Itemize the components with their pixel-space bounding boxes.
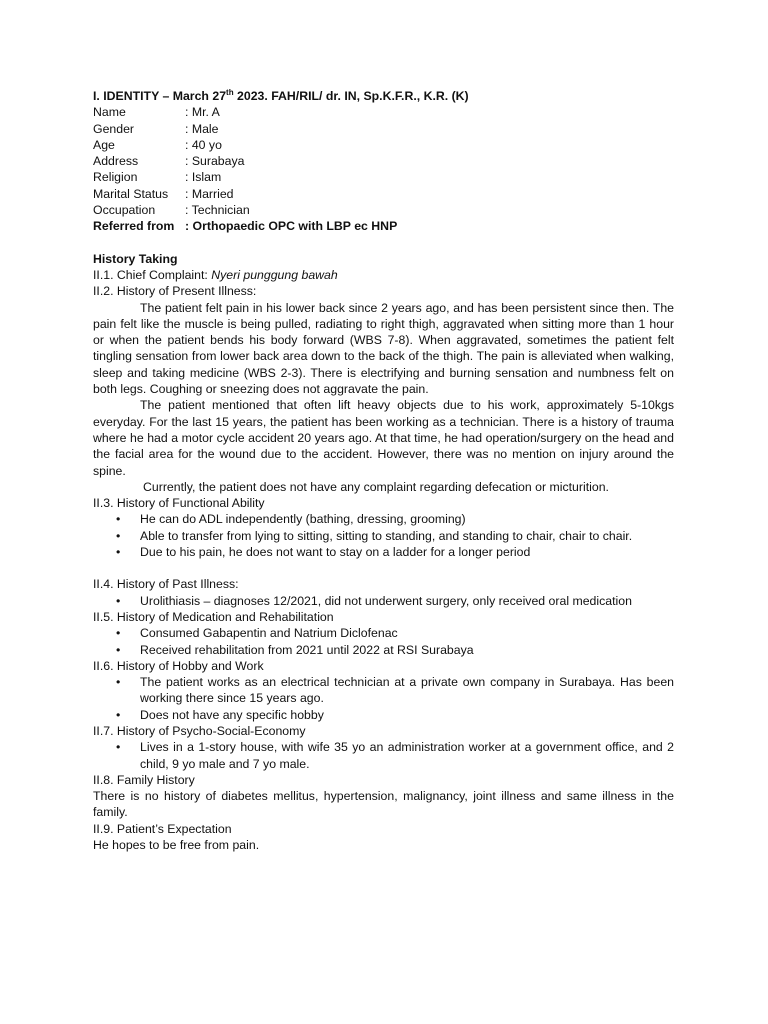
list-item: • Consumed Gabapentin and Natrium Diclofenac <box>140 625 674 641</box>
spacer <box>93 560 674 576</box>
expectation-text: He hopes to be free from pain. <box>93 838 260 853</box>
identity-row-name: Name : Mr. A <box>93 105 220 120</box>
spacer <box>93 235 674 251</box>
list-item: • Lives in a 1-story house, with wife 35 yo an administration worker at a government office, and 2 child, 9 yo male and 7 yo male. <box>140 739 674 772</box>
family-history-heading: II.8. Family History <box>93 772 195 787</box>
identity-row-occupation: Occupation : Technician <box>93 203 250 218</box>
medication-list <box>93 625 674 658</box>
identity-row-gender: Gender : Male <box>93 121 219 136</box>
list-item: • Due to his pain, he does not want to stay on a ladder for a longer period <box>140 544 674 560</box>
list-item: • Received rehabilitation from 2021 until 2022 at RSI Surabaya <box>140 642 674 658</box>
identity-row-age: Age : 40 yo <box>93 137 222 152</box>
list-item: • He can do ADL independently (bathing, dressing, grooming) <box>140 511 674 527</box>
present-illness-heading: II.2. History of Present Illness: <box>93 284 257 299</box>
identity-row-religion: Religion : Islam <box>93 170 222 185</box>
psycho-social-heading: II.7. History of Psycho-Social-Economy <box>93 723 306 738</box>
list-item: • Does not have any specific hobby <box>140 707 674 723</box>
present-illness-paragraph: Currently, the patient does not have any complaint regarding defecation or micturition. <box>143 479 609 494</box>
document-page <box>93 88 674 853</box>
functional-ability-list <box>93 511 674 560</box>
chief-complaint: II.1. Chief Complaint: Nyeri punggung bawah <box>93 267 338 282</box>
hobby-work-heading: II.6. History of Hobby and Work <box>93 658 264 673</box>
past-illness-heading: II.4. History of Past Illness: <box>93 577 239 592</box>
present-illness-paragraph: The patient felt pain in his lower back since 2 years ago, and has been persistent since then. The pain felt like the muscle is being pulled, radiating to right thigh, aggravated when sitting more than 1 hour or when the patient bends his body forward (WBS 7-8). When aggravated, sometimes the patient felt tingling sensation from lower back area down to the back of the thigh. The pain is alleviated when walking, sleep and taking medicine (WBS 2-3). There is electrifying and burning sensation and numbness felt on both legs. Coughing or sneezing does not aggravate the pain. <box>93 300 674 397</box>
medication-heading: II.5. History of Medication and Rehabilitation <box>93 609 334 624</box>
list-item: • Urolithiasis – diagnoses 12/2021, did not underwent surgery, only received oral medication <box>140 593 674 609</box>
list-item: • The patient works as an electrical technician at a private own company in Surabaya. Has been working there since 15 years ago. <box>140 674 674 707</box>
psycho-social-list <box>93 739 674 772</box>
history-taking-heading: History Taking <box>93 251 178 266</box>
hobby-work-list <box>93 674 674 723</box>
list-item: • Able to transfer from lying to sitting, sitting to standing, and standing to chair, chair to chair. <box>140 528 674 544</box>
past-illness-list <box>93 593 674 609</box>
functional-ability-heading: II.3. History of Functional Ability <box>93 496 265 511</box>
identity-row-marital-status: Marital Status : Married <box>93 186 234 201</box>
identity-row-referred-from: Referred from : Orthopaedic OPC with LBP ec HNP <box>93 219 398 234</box>
family-history-text: There is no history of diabetes mellitus, hypertension, malignancy, joint illness and same illness in the family. <box>93 789 674 820</box>
identity-table <box>93 104 397 234</box>
present-illness-paragraph: The patient mentioned that often lift heavy objects due to his work, approximately 5-10kgs everyday. For the last 15 years, the patient has been working as a technician. There is a history of trauma where he had a motor cycle accident 20 years ago. At that time, he had operation/surgery on the head and the facial area for the wound due to the accident. However, there was no mention on injury around the spine. <box>93 398 674 478</box>
expectation-heading: II.9. Patient’s Expectation <box>93 821 232 836</box>
identity-heading: I. IDENTITY – March 27th 2023. FAH/RIL/ dr. IN, Sp.K.F.R., K.R. (K) <box>93 87 469 103</box>
identity-row-address: Address : Surabaya <box>93 154 245 169</box>
